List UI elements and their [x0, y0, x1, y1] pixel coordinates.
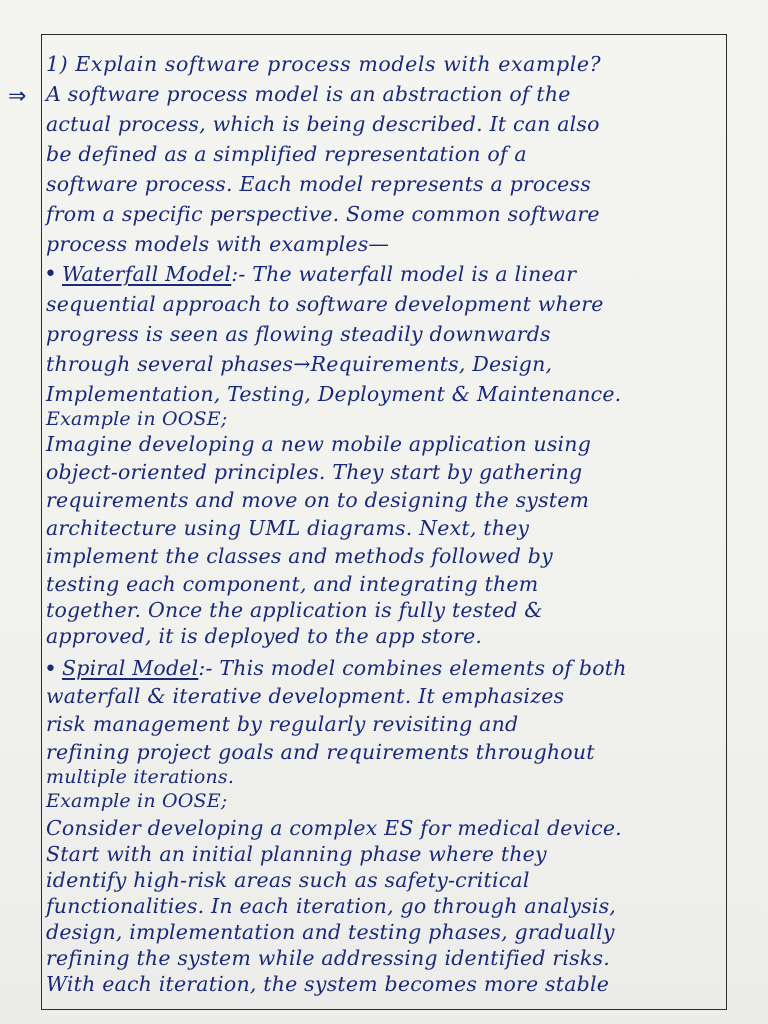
spiral-line: Consider developing a complex ES for medical device.: [46, 816, 622, 840]
waterfall-title: Waterfall Model: [62, 262, 232, 286]
question-heading: 1) Explain software process models with example?: [46, 52, 602, 76]
waterfall-line: approved, it is deployed to the app store.: [46, 624, 483, 648]
implies-arrow: ⇒: [8, 84, 27, 109]
spiral-line: multiple iterations.: [46, 766, 235, 788]
spiral-line: refining project goals and requirements throughout: [46, 740, 595, 764]
waterfall-heading-line: [62, 262, 722, 286]
waterfall-line: sequential approach to software development where: [46, 292, 604, 316]
spiral-line: functionalities. In each iteration, go through analysis,: [46, 894, 617, 918]
spiral-line: design, implementation and testing phases, gradually: [46, 920, 615, 944]
intro-line: actual process, which is being described. It can also: [46, 112, 600, 136]
spiral-line: waterfall & iterative development. It emphasizes: [46, 684, 565, 708]
waterfall-line: Implementation, Testing, Deployment & Maintenance.: [46, 382, 622, 406]
spiral-line: risk management by regularly revisiting and: [46, 712, 519, 736]
spiral-line: refining the system while addressing identified risks.: [46, 946, 610, 970]
intro-line: be defined as a simplified representation of a: [46, 142, 527, 166]
waterfall-line: progress is seen as flowing steadily downwards: [46, 322, 551, 346]
intro-line: A software process model is an abstraction of the: [46, 82, 571, 106]
waterfall-example-label: Example in OOSE;: [46, 408, 228, 430]
bullet-dot: •: [44, 262, 57, 287]
waterfall-line: through several phases→Requirements, Design,: [46, 352, 553, 376]
waterfall-line: object-oriented principles. They start by gathering: [46, 460, 583, 484]
waterfall-line: architecture using UML diagrams. Next, they: [46, 516, 530, 540]
spiral-line: identify high-risk areas such as safety-critical: [46, 868, 530, 892]
waterfall-line: Imagine developing a new mobile application using: [46, 432, 592, 456]
spiral-line: With each iteration, the system becomes more stable: [46, 972, 610, 996]
intro-line: software process. Each model represents a process: [46, 172, 591, 196]
intro-line: process models with examples—: [46, 232, 390, 256]
spiral-heading-line: [62, 656, 722, 680]
spiral-title: Spiral Model: [62, 656, 199, 680]
intro-line: from a specific perspective. Some common software: [46, 202, 600, 226]
spiral-example-label: Example in OOSE;: [46, 790, 228, 812]
waterfall-intro: :- The waterfall model is a linear: [231, 262, 577, 286]
waterfall-line: requirements and move on to designing the system: [46, 488, 590, 512]
waterfall-line: testing each component, and integrating them: [46, 572, 539, 596]
bullet-dot: •: [44, 657, 57, 682]
spiral-line: Start with an initial planning phase where they: [46, 842, 547, 866]
waterfall-line: together. Once the application is fully tested &: [46, 598, 543, 622]
waterfall-line: implement the classes and methods followed by: [46, 544, 553, 568]
spiral-intro: :- This model combines elements of both: [198, 656, 627, 680]
